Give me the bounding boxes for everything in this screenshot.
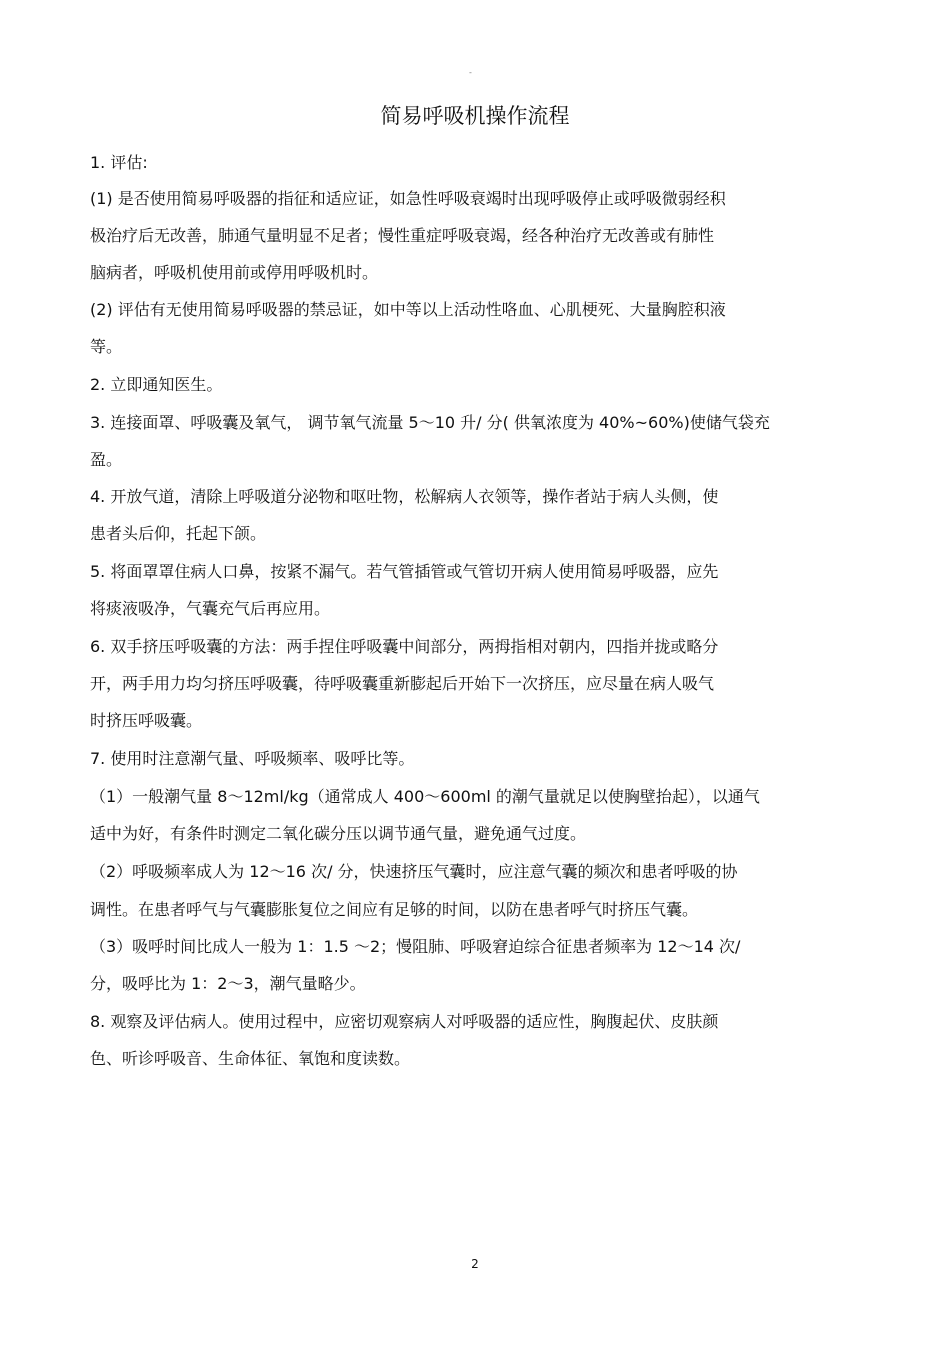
body-line: 将痰液吸净，气囊充气后再应用。	[90, 599, 331, 618]
body-line: 4. 开放气道，清除上呼吸道分泌物和呕吐物，松解病人衣领等，操作者站于病人头侧，使	[90, 487, 719, 506]
body-line: 脑病者，呼吸机使用前或停用呼吸机时。	[90, 263, 379, 282]
body-line: 患者头后仰，托起下颌。	[90, 524, 267, 543]
body-line: 极治疗后无改善，肺通气量明显不足者；慢性重症呼吸衰竭，经各种治疗无改善或有肺性	[90, 226, 715, 245]
body-line: 7. 使用时注意潮气量、呼吸频率、吸呼比等。	[90, 749, 415, 768]
body-line: 时挤压呼吸囊。	[90, 711, 203, 730]
header-mark: -	[469, 68, 472, 77]
body-line: （3）吸呼时间比成人一般为 1：1.5 ～2；慢阻肺、呼吸窘迫综合征患者频率为 12～14 次/	[90, 937, 741, 956]
body-line: 2. 立即通知医生。	[90, 375, 223, 394]
body-line: 色、听诊呼吸音、生命体征、氧饱和度读数。	[90, 1049, 411, 1068]
body-line: 等。	[90, 337, 123, 356]
body-line: 盈。	[90, 450, 123, 469]
body-line: 6. 双手挤压呼吸囊的方法：两手捏住呼吸囊中间部分，两拇指相对朝内，四指并拢或略分	[90, 637, 719, 656]
body-line: 开，两手用力均匀挤压呼吸囊，待呼吸囊重新膨起后开始下一次挤压，应尽量在病人吸气	[90, 674, 715, 693]
body-line: (2) 评估有无使用简易呼吸器的禁忌证，如中等以上活动性咯血、心肌梗死、大量胸腔积液	[90, 300, 726, 319]
body-line: 调性。在患者呼气与气囊膨胀复位之间应有足够的时间，以防在患者呼气时挤压气囊。	[90, 900, 699, 919]
body-line: （2）呼吸频率成人为 12～16 次/ 分，快速挤压气囊时，应注意气囊的频次和患者呼吸的协	[90, 862, 738, 881]
body-line: 8. 观察及评估病人。使用过程中，应密切观察病人对呼吸器的适应性，胸腹起伏、皮肤颜	[90, 1012, 719, 1031]
body-line: (1) 是否使用简易呼吸器的指征和适应证，如急性呼吸衰竭时出现呼吸停止或呼吸微弱经积	[90, 189, 726, 208]
body-line: （1）一般潮气量 8～12ml/kg（通常成人 400～600ml 的潮气量就足以使胸壁抬起），以通气	[90, 787, 760, 806]
body-line: 3. 连接面罩、呼吸囊及氧气， 调节氧气流量 5～10 升/ 分( 供氧浓度为 40%~60%)使储气袋充	[90, 413, 770, 432]
body-line: 适中为好，有条件时测定二氧化碳分压以调节通气量，避免通气过度。	[90, 824, 587, 843]
page-number: 2	[471, 1257, 479, 1271]
body-line: 5. 将面罩罩住病人口鼻，按紧不漏气。若气管插管或气管切开病人使用简易呼吸器，应先	[90, 562, 719, 581]
body-line: 分，吸呼比为 1：2～3，潮气量略少。	[90, 974, 366, 993]
document-title: 简易呼吸机操作流程	[380, 104, 570, 128]
body-line: 1. 评估:	[90, 153, 148, 172]
